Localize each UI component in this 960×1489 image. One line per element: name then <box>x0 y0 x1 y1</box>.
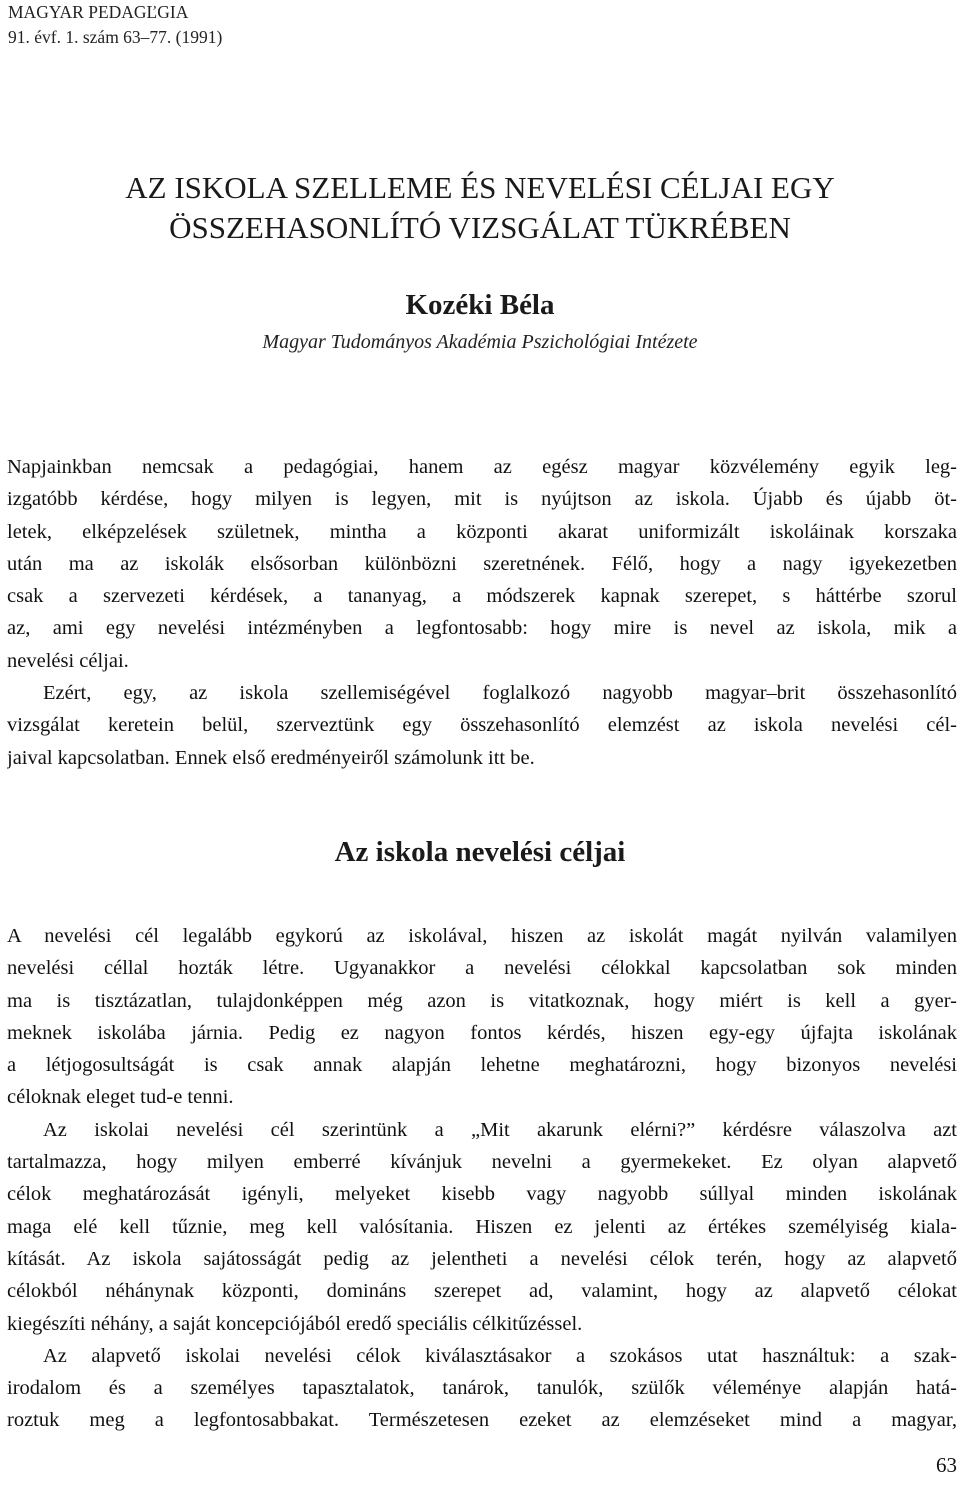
body-line: kiegészíti néhány, a saját koncepciójából eredő speciális célkitűzéssel. <box>7 1312 583 1335</box>
abstract-line: letek, elképzelések születnek, mintha a központi akarat uniformizált iskoláinak korszaka <box>7 520 957 543</box>
page-number: 63 <box>936 1453 957 1477</box>
section-heading: Az iskola nevelési céljai <box>334 836 626 868</box>
abstract <box>7 451 957 774</box>
body-line: Az alapvető iskolai nevelési célok kiválasztásakor a szokásos utat használtuk: a szak- <box>43 1344 957 1367</box>
body-line: roztuk meg a legfontosabbakat. Természetesen ezeket az elemzéseket mind a magyar, <box>7 1409 957 1432</box>
body-line: nevelési céllal hozták létre. Ugyanakkor a nevelési célokkal kapcsolatban sok minden <box>7 957 957 980</box>
body-line: ma is tisztázatlan, tulajdonképpen még azon is vitatkoznak, hogy miért is kell a gyer- <box>7 989 957 1012</box>
journal-name: MAGYAR PEDAGĽGIA <box>8 2 189 22</box>
abstract-line: után ma az iskolák elsősorban különbözni szeretnének. Félő, hogy a nagy igyekezetben <box>7 552 957 575</box>
body-line: A nevelési cél legalább egykorú az iskolával, hiszen az iskolát magát nyilván valamilyen <box>7 925 957 947</box>
body-line: irodalom és a személyes tapasztalatok, tanárok, tanulók, szülők véleménye alapján hatá- <box>7 1377 957 1400</box>
abstract-line: nevelési céljai. <box>7 649 129 672</box>
body-line: maga elé kell tűznie, meg kell valósítania. Hiszen ez jelenti az értékes személyiség kiala- <box>7 1215 957 1238</box>
body-line: Az iskolai nevelési cél szerintünk a „Mit akarunk elérni?” kérdésre válaszolva azt <box>43 1118 957 1141</box>
body-line: kítását. Az iskola sajátosságát pedig az jelentheti a nevelési célok terén, hogy az alapvető <box>7 1247 957 1270</box>
abstract-line: vizsgálat keretein belül, szerveztünk egy összehasonlító elemzést az iskola nevelési cél- <box>7 714 957 737</box>
abstract-line: Napjainkban nemcsak a pedagógiai, hanem az egész magyar közvélemény egyik leg- <box>7 456 957 478</box>
abstract-line: jaival kapcsolatban. Ennek első eredményeiről számolunk itt be. <box>7 746 535 769</box>
section-body <box>7 920 957 1437</box>
article-title-line-1: AZ ISKOLA SZELLEME ÉS NEVELÉSI CÉLJAI EGY <box>125 170 835 205</box>
abstract-line: csak a szervezeti kérdések, a tananyag, a módszerek kapnak szerepet, s háttérbe szorul <box>7 585 957 608</box>
abstract-line: Ezért, egy, az iskola szellemiségével foglalkozó nagyobb magyar–brit összehasonlító <box>43 682 957 705</box>
body-line: célok meghatározását igényli, melyeket kisebb vagy nagyobb súllyal minden iskolának <box>7 1183 957 1206</box>
body-line: céloknak eleget tud-e tenni. <box>7 1086 234 1109</box>
body-line: tartalmazza, hogy milyen emberré kívánjuk nevelni a gyermekeket. Ez olyan alapvető <box>7 1151 957 1174</box>
body-line: célokból néhánynak központi, domináns szerepet ad, valamint, hogy az alapvető célokat <box>7 1280 957 1303</box>
body-line: a létjogosultságát is csak annak alapján lehetne meghatározni, hogy bizonyos nevelési <box>7 1054 957 1077</box>
body-line: meknek iskolába járnia. Pedig ez nagyon fontos kérdés, hiszen egy-egy újfajta iskolának <box>7 1021 957 1044</box>
article-title <box>0 168 960 248</box>
author-name: Kozéki Béla <box>405 289 555 321</box>
journal-issue: 91. évf. 1. szám 63–77. (1991) <box>8 27 223 47</box>
abstract-line: az, ami egy nevelési intézményben a legfontosabb: hogy mire is nevel az iskola, mik a <box>7 617 957 640</box>
article-title-line-2: ÖSSZEHASONLÍTÓ VIZSGÁLAT TÜKRÉBEN <box>169 210 791 245</box>
author-affiliation: Magyar Tudományos Akadémia Pszichológiai Intézete <box>262 331 698 353</box>
abstract-line: izgatóbb kérdése, hogy milyen is legyen, mit is nyújtson az iskola. Újabb és újabb öt- <box>7 488 957 511</box>
journal-header <box>8 0 222 50</box>
